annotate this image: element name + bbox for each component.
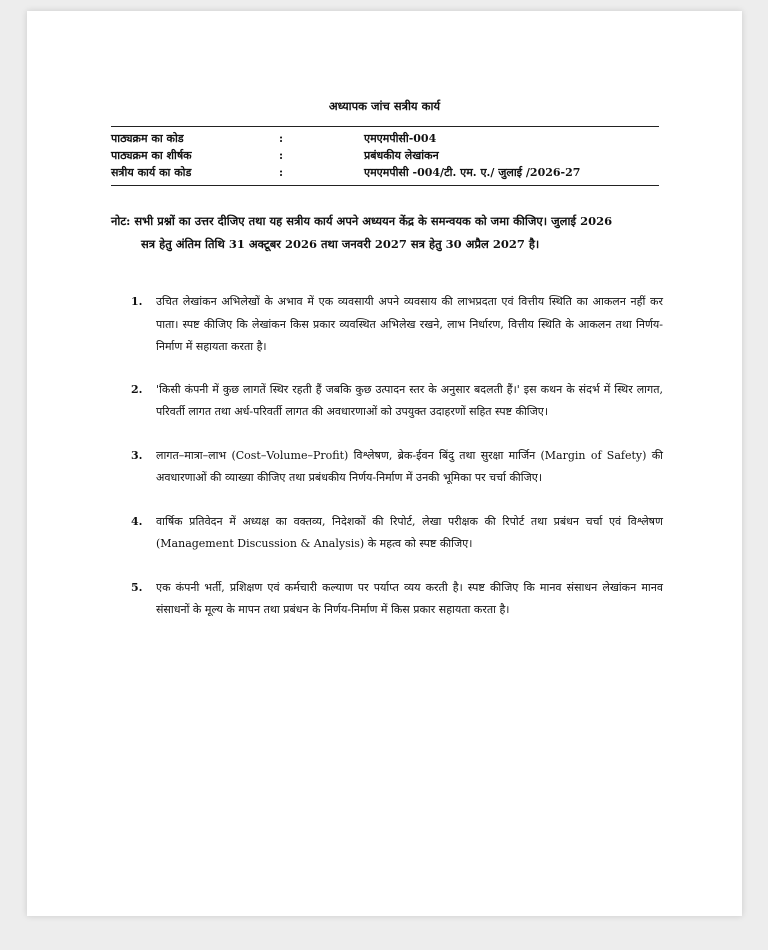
question-text: वार्षिक प्रतिवेदन में अध्यक्ष का वक्तव्य, निदेशकों की रिपोर्ट, लेखा परीक्षक की रिपोर्ट तथा प्रबंधन चर्चा एवं विश्लेषण (Management Discussion & Analysis) के महत्व को स्पष्ट कीजिए। bbox=[156, 514, 663, 550]
course-code-value: एमएमपीसी-004 bbox=[364, 132, 437, 145]
question-item bbox=[131, 445, 663, 490]
note-line-2: सत्र हेतु अंतिम तिथि 31 अक्टूबर 2026 तथा जनवरी 2027 सत्र हेतु 30 अप्रैल 2027 है। bbox=[141, 237, 540, 251]
question-text: उचित लेखांकन अभिलेखों के अभाव में एक व्यवसायी अपने व्यवसाय की लाभप्रदता एवं वित्तीय स्थिति का आकलन नहीं कर पाता। स्पष्ट कीजिए कि लेखांकन किस प्रकार व्यवस्थित अभिलेख रखने, लाभ निर्धारण, वित्तीय स्थिति के आकलन तथा निर्णय-निर्माण में सहायता करता है। bbox=[156, 295, 663, 353]
document-page bbox=[27, 11, 742, 916]
assignment-code-colon: : bbox=[279, 166, 284, 179]
course-title-row bbox=[111, 147, 659, 164]
question-number: 2. bbox=[131, 382, 143, 396]
question-number: 5. bbox=[131, 580, 143, 594]
assignment-code-row bbox=[111, 164, 659, 181]
course-info-table bbox=[111, 126, 659, 186]
question-item bbox=[131, 379, 663, 424]
question-number: 4. bbox=[131, 514, 143, 528]
course-code-colon: : bbox=[279, 132, 284, 145]
question-number: 3. bbox=[131, 448, 143, 462]
question-text: 'किसी कंपनी में कुछ लागतें स्थिर रहती हैं जबकि कुछ उत्पादन स्तर के अनुसार बदलती हैं।' इस कथन के संदर्भ में स्थिर लागत, परिवर्ती लागत तथा अर्ध-परिवर्ती लागत की अवधारणाओं को उपयुक्त उदाहरणों सहित स्पष्ट कीजिए। bbox=[156, 382, 663, 418]
course-title-colon: : bbox=[279, 149, 284, 162]
question-item bbox=[131, 511, 663, 556]
question-item bbox=[131, 577, 663, 622]
question-number: 1. bbox=[131, 295, 143, 308]
note-line-1: नोट: सभी प्रश्नों का उत्तर दीजिए तथा यह सत्रीय कार्य अपने अध्ययन केंद्र के समन्वयक को जमा कीजिए। जुलाई 2026 bbox=[111, 214, 613, 228]
question-text: एक कंपनी भर्ती, प्रशिक्षण एवं कर्मचारी कल्याण पर पर्याप्त व्यय करती है। स्पष्ट कीजिए कि मानव संसाधन लेखांकन मानव संसाधनों के मूल्य के मापन तथा प्रबंधन के निर्णय-निर्माण में किस प्रकार सहायता करता है। bbox=[156, 580, 663, 616]
course-title-value: प्रबंधकीय लेखांकन bbox=[364, 149, 439, 162]
course-code-label: पाठ्यक्रम का कोड bbox=[111, 132, 184, 145]
question-text: लागत–मात्रा–लाभ (Cost–Volume–Profit) विश्लेषण, ब्रेक-ईवन बिंदु तथा सुरक्षा मार्जिन (Margin of Safety) की अवधारणाओं की व्याख्या कीजिए तथा प्रबंधकीय निर्णय-निर्माण में उनकी भूमिका पर चर्चा कीजिए। bbox=[156, 448, 663, 484]
question-list bbox=[131, 291, 663, 622]
course-code-row bbox=[111, 130, 659, 147]
assignment-code-label: सत्रीय कार्य का कोड bbox=[111, 166, 192, 179]
instructions-note bbox=[111, 210, 671, 256]
assignment-code-value: एमएमपीसी -004/टी. एम. ए./ जुलाई /2026-27 bbox=[364, 166, 581, 179]
question-item bbox=[131, 291, 663, 359]
document-title: अध्यापक जांच सत्रीय कार्य bbox=[328, 99, 441, 113]
course-title-label: पाठ्यक्रम का शीर्षक bbox=[111, 149, 192, 162]
